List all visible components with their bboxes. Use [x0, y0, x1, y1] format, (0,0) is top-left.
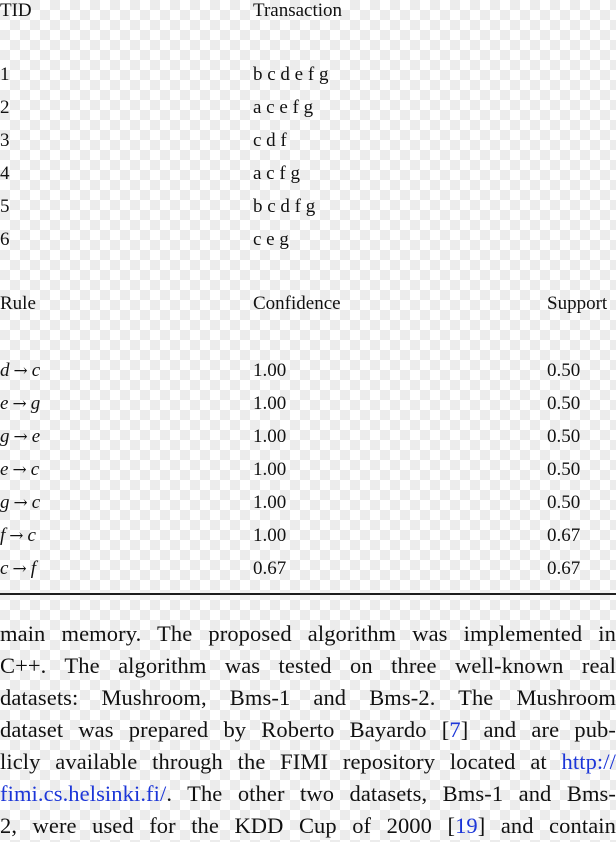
rule-consequent: e [31, 426, 41, 447]
rule-consequent: c [31, 360, 41, 381]
rule-antecedent: g [0, 426, 10, 447]
paragraph-line [0, 746, 616, 778]
confidence-cell: 1.00 [253, 525, 287, 546]
paragraph-line [0, 810, 616, 842]
support-cell: 0.50 [547, 393, 581, 414]
rule-cell [0, 393, 40, 415]
body-paragraph [0, 618, 616, 842]
transaction-header: Transaction [253, 0, 343, 21]
rule-consequent: g [30, 393, 41, 414]
transaction-cell: b c d f g [253, 196, 316, 217]
rule-cell [0, 426, 40, 448]
rule-antecedent: c [0, 558, 9, 579]
confidence-cell: 1.00 [253, 459, 287, 480]
paragraph-text: dataset was prepared by Roberto Bayardo [ [0, 717, 450, 742]
confidence-cell: 1.00 [253, 393, 287, 414]
rule-cell [0, 492, 40, 514]
support-cell: 0.50 [547, 360, 581, 381]
paragraph-line [0, 778, 616, 810]
implies-arrow-icon: → [12, 559, 27, 579]
paragraph-line: datasets: Mushroom, Bms-1 and Bms-2. The Mushroom [0, 685, 616, 710]
implies-arrow-icon: → [12, 394, 27, 414]
rule-antecedent: e [0, 393, 9, 414]
support-cell: 0.50 [547, 426, 581, 447]
paragraph-line: C++. The algorithm was tested on three well-known real [0, 653, 616, 678]
rule-consequent: c [27, 525, 36, 546]
tid-cell: 5 [0, 196, 10, 217]
tid-cell: 4 [0, 163, 10, 184]
rule-cell [0, 459, 39, 481]
rule-antecedent: e [0, 459, 9, 480]
rule-cell [0, 525, 36, 547]
confidence-cell: 0.67 [253, 558, 287, 579]
paragraph-line: main memory. The proposed algorithm was implemented in [0, 621, 616, 646]
rule-antecedent: g [0, 492, 10, 513]
transaction-cell: b c d e f g [253, 64, 329, 85]
confidence-header: Confidence [253, 293, 341, 314]
confidence-cell: 1.00 [253, 426, 287, 447]
rule-cell [0, 558, 36, 580]
transaction-cell: c d f [253, 130, 287, 151]
rule-cell [0, 360, 40, 382]
tid-cell: 3 [0, 130, 10, 151]
implies-arrow-icon: → [9, 526, 24, 546]
rule-consequent: c [31, 492, 41, 513]
paragraph-line [0, 714, 616, 746]
rule-consequent: f [30, 558, 36, 579]
support-header: Support [547, 293, 608, 314]
transaction-cell: c e g [253, 229, 289, 250]
transaction-cell: a c e f g [253, 97, 314, 118]
confidence-cell: 1.00 [253, 492, 287, 513]
implies-arrow-icon: → [13, 361, 28, 381]
transaction-cell: a c f g [253, 163, 300, 184]
citation-link[interactable]: 7 [449, 717, 461, 742]
rule-header: Rule [0, 293, 36, 314]
confidence-cell: 1.00 [253, 360, 287, 381]
support-cell: 0.50 [547, 492, 581, 513]
paragraph-text: licly available through the FIMI repository located at [0, 749, 562, 774]
support-cell: 0.50 [547, 459, 581, 480]
implies-arrow-icon: → [13, 493, 28, 513]
rule-antecedent: d [0, 360, 10, 381]
url-link[interactable]: fimi.cs.helsinki.fi/ [0, 781, 167, 806]
implies-arrow-icon: → [12, 460, 27, 480]
paragraph-text: . The other two datasets, Bms-1 and Bms- [166, 781, 616, 806]
tid-cell: 2 [0, 97, 10, 118]
tid-header: TID [0, 0, 32, 21]
paragraph-text: 2, were used for the KDD Cup of 2000 [ [0, 813, 456, 838]
paragraph-text: ] and are pub- [460, 717, 616, 742]
support-cell: 0.67 [547, 558, 581, 579]
rule-consequent: c [30, 459, 40, 480]
citation-link[interactable]: 19 [455, 813, 478, 838]
tid-cell: 6 [0, 229, 10, 250]
table-bottom-rule [0, 593, 616, 595]
support-cell: 0.67 [547, 525, 581, 546]
tid-cell: 1 [0, 64, 10, 85]
url-link[interactable]: http:// [561, 749, 616, 774]
implies-arrow-icon: → [13, 427, 28, 447]
rule-antecedent: f [0, 525, 6, 546]
paragraph-text: ] and contain [477, 813, 616, 838]
